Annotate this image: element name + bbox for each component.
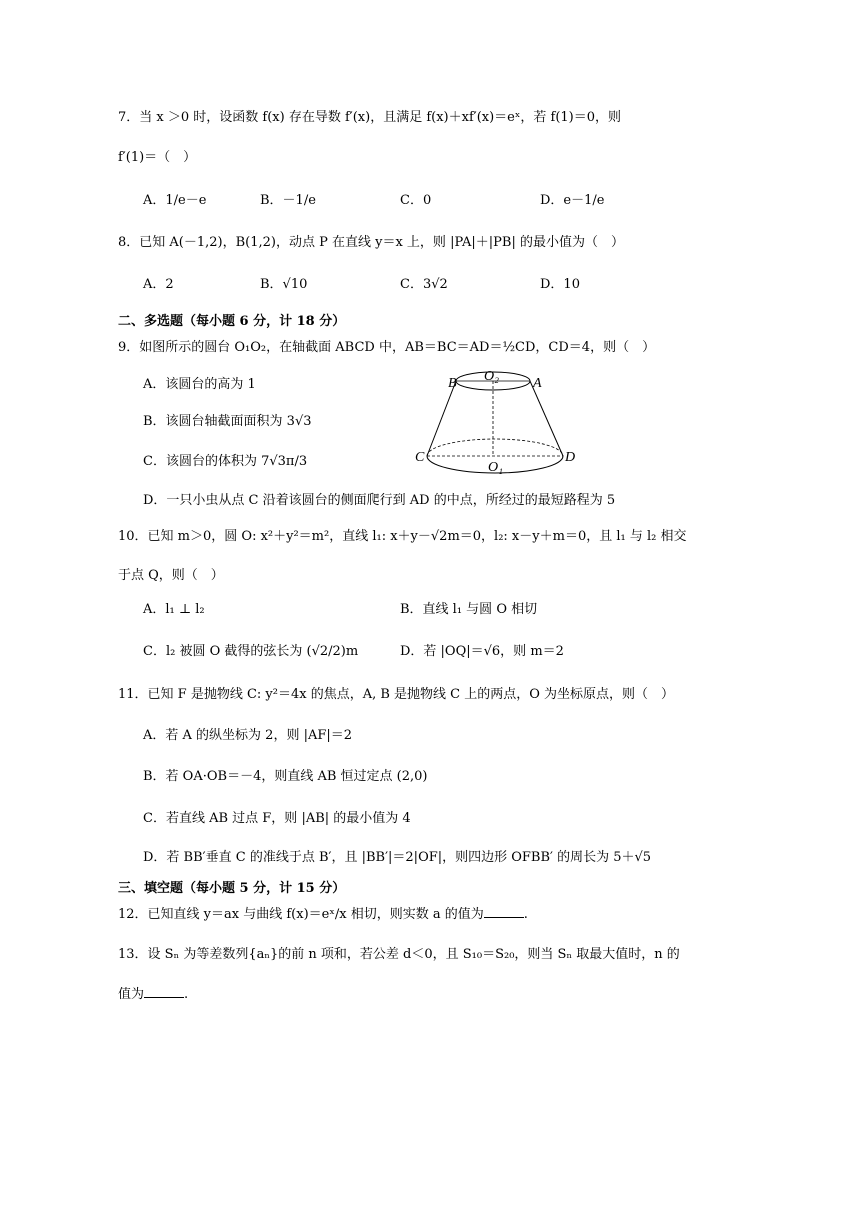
label-b: B bbox=[448, 376, 457, 391]
q11-option-a: A．若 A 的纵坐标为 2，则 |AF|＝2 bbox=[143, 728, 353, 743]
q7-option-b: B．－1/e bbox=[260, 193, 316, 208]
q9-option-d: D．一只小虫从点 C 沿着该圆台的侧面爬行到 AD 的中点，所经过的最短路程为 5 bbox=[143, 493, 616, 508]
section-heading-fill-in: 三、填空题（每小题 5 分，计 15 分） bbox=[118, 881, 346, 896]
frustum-figure bbox=[415, 368, 585, 474]
q13-answer-blank bbox=[144, 987, 184, 998]
q13-stem-line2: 值为 . bbox=[118, 987, 189, 1002]
section-heading-multi-choice: 二、多选题（每小题 6 分，计 18 分） bbox=[118, 314, 346, 329]
label-a: A bbox=[533, 376, 542, 391]
q11-option-d: D．若 BB′垂直 C 的准线于点 B′，且 |BB′|＝2|OF|，则四边形 OFBB′ 的周长为 5＋√5 bbox=[143, 850, 652, 865]
q11-stem: 11．已知 F 是抛物线 C: y²＝4x 的焦点，A, B 是抛物线 C 上的两点，O 为坐标原点，则（ ） bbox=[118, 687, 675, 702]
q8-option-d: D．10 bbox=[540, 277, 580, 292]
q10-option-c: C．l₂ 被圆 O 截得的弦长为 (√2/2)m bbox=[143, 644, 359, 659]
q8-option-b: B．√10 bbox=[260, 277, 308, 292]
label-o2: O₂ bbox=[484, 369, 499, 384]
q9-option-b: B．该圆台轴截面面积为 3√3 bbox=[143, 414, 312, 429]
q7-stem-line2: f′(1)＝（ ） bbox=[118, 150, 197, 165]
q8-option-a: A．2 bbox=[143, 277, 174, 292]
side-bc bbox=[427, 381, 456, 456]
q10-option-b: B．直线 l₁ 与圆 O 相切 bbox=[400, 602, 538, 617]
q9-option-a: A．该圆台的高为 1 bbox=[143, 377, 256, 392]
q9-stem: 9．如图所示的圆台 O₁O₂，在轴截面 ABCD 中，AB＝BC＝AD＝½CD，CD＝4，则（ ） bbox=[118, 340, 656, 355]
q10-option-d: D．若 |OQ|＝√6，则 m＝2 bbox=[400, 644, 564, 659]
label-o1: O₁ bbox=[488, 460, 503, 474]
side-ad bbox=[530, 381, 563, 456]
q12-text: 12．已知直线 y＝ax 与曲线 f(x)＝eˣ/x 相切，则实数 a 的值为 bbox=[118, 907, 484, 922]
q7-stem-line1: 7．当 x ＞0 时，设函数 f(x) 存在导数 f′(x)，且满足 f(x)＋xf′(x)＝eˣ，若 f(1)＝0，则 bbox=[118, 110, 622, 125]
q12-answer-blank bbox=[484, 907, 524, 918]
q11-option-b: B．若 OA·OB＝－4，则直线 AB 恒过定点 (2,0) bbox=[143, 769, 428, 784]
q11-option-c: C．若直线 AB 过点 F，则 |AB| 的最小值为 4 bbox=[143, 811, 411, 826]
q13-text: 值为 bbox=[118, 987, 145, 1002]
q12-stem: 12．已知直线 y＝ax 与曲线 f(x)＝eˣ/x 相切，则实数 a 的值为 . bbox=[118, 907, 528, 922]
bottom-base-back bbox=[427, 439, 563, 456]
q7-option-a: A．1/e－e bbox=[143, 193, 207, 208]
q10-stem-line2: 于点 Q，则（ ） bbox=[118, 568, 224, 583]
q9-option-c: C．该圆台的体积为 7√3π/3 bbox=[143, 454, 308, 469]
q7-option-c: C．0 bbox=[400, 193, 432, 208]
q10-option-a: A．l₁ ⊥ l₂ bbox=[143, 602, 205, 617]
q10-stem-line1: 10．已知 m＞0，圆 O: x²＋y²＝m²，直线 l₁: x＋y－√2m＝0，l₂: x－y＋m＝0，且 l₁ 与 l₂ 相交 bbox=[118, 529, 687, 544]
q8-stem: 8．已知 A(－1,2)，B(1,2)，动点 P 在直线 y＝x 上，则 |PA|＋|PB| 的最小值为（ ） bbox=[118, 235, 624, 250]
q13-stem-line1: 13．设 Sₙ 为等差数列{aₙ}的前 n 项和，若公差 d＜0，且 S₁₀＝S₂₀，则当 Sₙ 取最大值时，n 的 bbox=[118, 947, 680, 962]
label-d: D bbox=[565, 450, 576, 465]
q8-option-c: C．3√2 bbox=[400, 277, 448, 292]
q7-option-d: D．e－1/e bbox=[540, 193, 605, 208]
label-c: C bbox=[415, 450, 425, 465]
